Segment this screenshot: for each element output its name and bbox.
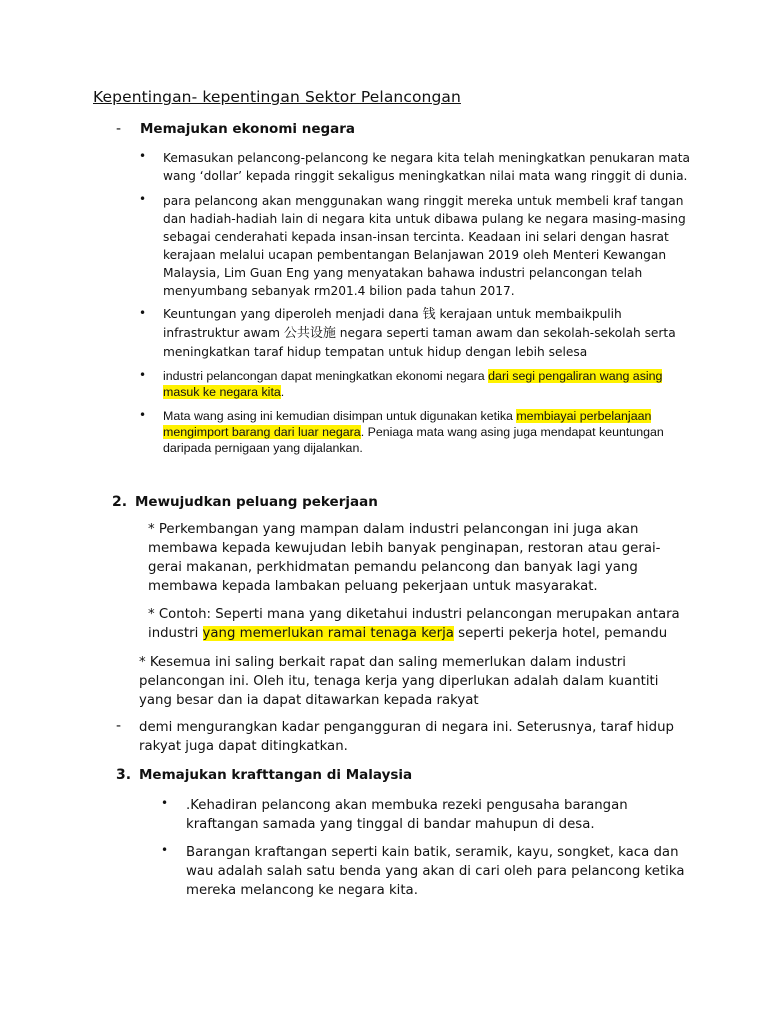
section-2-paragraph-4: demi mengurangkan kadar pengangguran di negara ini. Seterusnya, taraf hidup rakyat juga dapat ditingkatkan. xyxy=(139,720,674,754)
section-1-marker: - xyxy=(116,121,122,137)
paragraph-text: Keuntungan yang diperoleh menjadi dana xyxy=(163,307,419,321)
section-1-paragraph-2: para pelancong akan menggunakan wang ringgit mereka untuk membeli kraf tangan dan hadiah-hadiah lain di negara kita untuk dibawa pulang ke negara masing-masing sebagai cenderahati kepada insan-insan tercinta. Keadaan ini selari dengan hasrat kerajaan melalui ucapan pembentangan Belanjawan 2019 oleh Menteri Kewangan Malaysia, Lim Guan Eng yang menyatakan bahawa industri pelancongan telah menyumbang sebanyak rm201.4 bilion pada tahun 2017. xyxy=(163,194,686,298)
bullet-icon: • xyxy=(139,408,147,422)
section-1-paragraph-1: Kemasukan pelancong-pelancong ke negara kita telah meningkatkan penukaran mata wang ‘dollar’ kepada ringgit sekaligus meningkatkan nilai mata wang ringgit di dunia. xyxy=(163,151,691,183)
section-1-paragraph-5 xyxy=(163,408,688,456)
section-3-heading: Memajukan krafttangan di Malaysia xyxy=(139,767,413,783)
section-2-paragraph-3: * Kesemua ini saling berkait rapat dan saling memerlukan dalam industri pelancongan ini. Oleh itu, tenaga kerja yang diperlukan adalah dalam kuantiti yang besar dan ia dapat ditawarkan kepada rakyat xyxy=(139,655,659,708)
section-1-heading: Memajukan ekonomi negara xyxy=(140,121,356,137)
section-2-dash-marker: - xyxy=(116,718,122,734)
section-2-marker: 2. xyxy=(112,494,128,510)
paragraph-text: industri pelancongan dapat meningkatkan ekonomi negara xyxy=(163,369,485,383)
section-1-paragraph-3 xyxy=(163,305,693,361)
paragraph-text: * Contoh: Seperti mana yang diketahui industri pelancongan merupakan antara industri xyxy=(148,607,680,641)
paragraph-text: seperti pekerja hotel, pemandu xyxy=(458,626,668,641)
paragraph-text: negara seperti taman awam dan sekolah-sekolah serta meningkatkan taraf hidup tempatan untuk hidup dengan lebih selesa xyxy=(163,326,676,359)
bullet-icon: • xyxy=(161,843,169,857)
bullet-icon: • xyxy=(139,149,147,163)
section-2-paragraph-1: * Perkembangan yang mampan dalam industri pelancongan ini juga akan membawa kepada kewujudan lebih banyak penginapan, restoran atau gerai-gerai makanan, perkhidmatan pemandu pelancong dan banyak lagi yang membawa kepada lambakan peluang pekerjaan untuk masyarakat. xyxy=(148,522,661,594)
section-3-paragraph-1: .Kehadiran pelancong akan membuka rezeki pengusaha barangan kraftangan samada yang tinggal di bandar mahupun di desa. xyxy=(186,798,628,832)
section-1-paragraph-4 xyxy=(163,368,683,400)
section-3-marker: 3. xyxy=(116,767,132,783)
paragraph-text: Mata wang asing ini kemudian disimpan untuk digunakan ketika xyxy=(163,409,513,423)
section-3-paragraph-2: Barangan kraftangan seperti kain batik, seramik, kayu, songket, kaca dan wau adalah salah satu benda yang akan di cari oleh para pelancong ketika mereka melancong ke negara kita. xyxy=(186,845,685,898)
highlighted-text: dari segi pengaliran wang asing masuk ke negara kita xyxy=(163,369,663,399)
highlighted-text: yang memerlukan ramai tenaga kerja xyxy=(202,626,454,641)
bullet-icon: • xyxy=(139,192,147,206)
cjk-text: 钱 xyxy=(422,307,436,322)
paragraph-text: kerajaan untuk membaikpulih infrastruktur awam xyxy=(163,307,622,340)
bullet-icon: • xyxy=(161,796,169,810)
highlighted-text: membiayai perbelanjaan mengimport barang dari luar negara xyxy=(163,409,652,439)
cjk-text: 公共设施 xyxy=(283,326,336,341)
page-title: Kepentingan- kepentingan Sektor Pelancongan xyxy=(93,88,461,106)
paragraph-text: . Peniaga mata wang asing juga mendapat keuntungan daripada pernigaan yang dijalankan. xyxy=(163,425,664,455)
section-2-heading: Mewujudkan peluang pekerjaan xyxy=(135,494,378,510)
bullet-icon: • xyxy=(139,306,147,320)
paragraph-text: . xyxy=(280,385,285,399)
bullet-icon: • xyxy=(139,368,147,382)
section-2-paragraph-2 xyxy=(148,605,688,643)
